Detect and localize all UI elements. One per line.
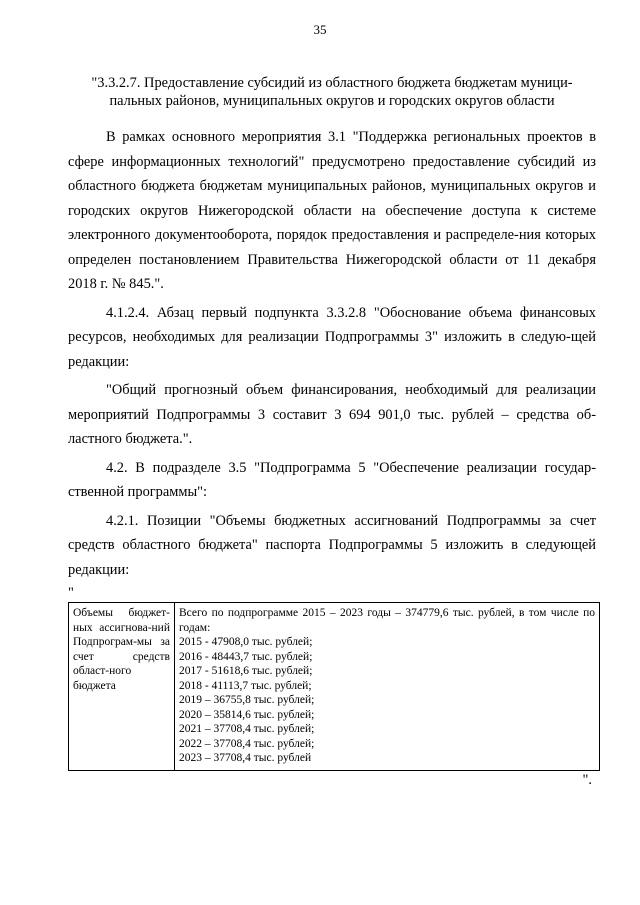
budget-year-line: 2018 - 41113,7 тыс. рублей; bbox=[179, 679, 312, 692]
budget-year-line: 2022 – 37708,4 тыс. рублей; bbox=[179, 737, 315, 750]
budget-year-line: 2020 – 35814,6 тыс. рублей; bbox=[179, 708, 315, 721]
budget-total-line: Всего по подпрограмме 2015 – 2023 годы – 374779,6 тыс. рублей, в том числе по годам: bbox=[179, 607, 595, 634]
table-row bbox=[69, 603, 600, 771]
table-label-cell: Объемы бюджет-ных ассигнова-ний Подпрограм-мы за счет средств област-ного бюджета bbox=[69, 603, 175, 771]
budget-year-line: 2015 - 47908,0 тыс. рублей; bbox=[179, 636, 313, 648]
paragraph-4-1-2-4: 4.1.2.4. Абзац первый подпункта 3.3.2.8 "Обоснование объема финансовых ресурсов, необходимых для реализации Подпрограммы 3" изложить в следую-щей редакции: bbox=[68, 304, 596, 370]
table-value-cell bbox=[175, 603, 600, 771]
quote-close-mark: ". bbox=[582, 771, 592, 788]
budget-year-line: 2019 – 36755,8 тыс. рублей; bbox=[179, 694, 315, 706]
budget-year-line: 2017 - 51618,6 тыс. рублей; bbox=[179, 665, 313, 677]
quote-open-mark: " bbox=[68, 585, 74, 601]
paragraph-4-2-1: 4.2.1. Позиции "Объемы бюджетных ассигнований Подпрограммы за счет средств областного бюджета" паспорта Подпрограммы 5 изложить в следующей редакции: bbox=[68, 512, 596, 578]
page-number: 35 bbox=[313, 22, 327, 37]
paragraph-4-2: 4.2. В подразделе 3.5 "Подпрограмма 5 "Обеспечение реализации государ-ственной программы": bbox=[68, 459, 596, 500]
budget-table bbox=[68, 602, 600, 771]
budget-year-line: 2021 – 37708,4 тыс. рублей; bbox=[179, 723, 315, 735]
document-body bbox=[68, 74, 596, 787]
budget-year-line: 2023 – 37708,4 тыс. рублей bbox=[179, 752, 312, 764]
budget-year-line: 2016 - 48443,7 тыс. рублей; bbox=[179, 650, 313, 663]
paragraph-subsidies: В рамках основного мероприятия 3.1 "Поддержка региональных проектов в сфере информационных технологий" предусмотрено предоставление субсидий из областного бюджета бюджетам муниципальных районов, муниципальных округов и городских округов Нижегородской области на обеспечение доступа к системе электронного документооборота, порядок предоставления и распределе-ния которых определен постановлением Правительства Нижегородской области от 11 декабря 2018 г. № 845.". bbox=[68, 129, 596, 292]
section-heading: "3.3.2.7. Предоставление субсидий из областного бюджета бюджетам муници-пальных районов, муниципальных округов и городских округов области bbox=[91, 75, 573, 109]
paragraph-total-financing: "Общий прогнозный объем финансирования, необходимый для реализации мероприятий Подпрограммы 3 составит 3 694 901,0 тыс. рублей – средства об-ластного бюджета.". bbox=[68, 382, 596, 447]
